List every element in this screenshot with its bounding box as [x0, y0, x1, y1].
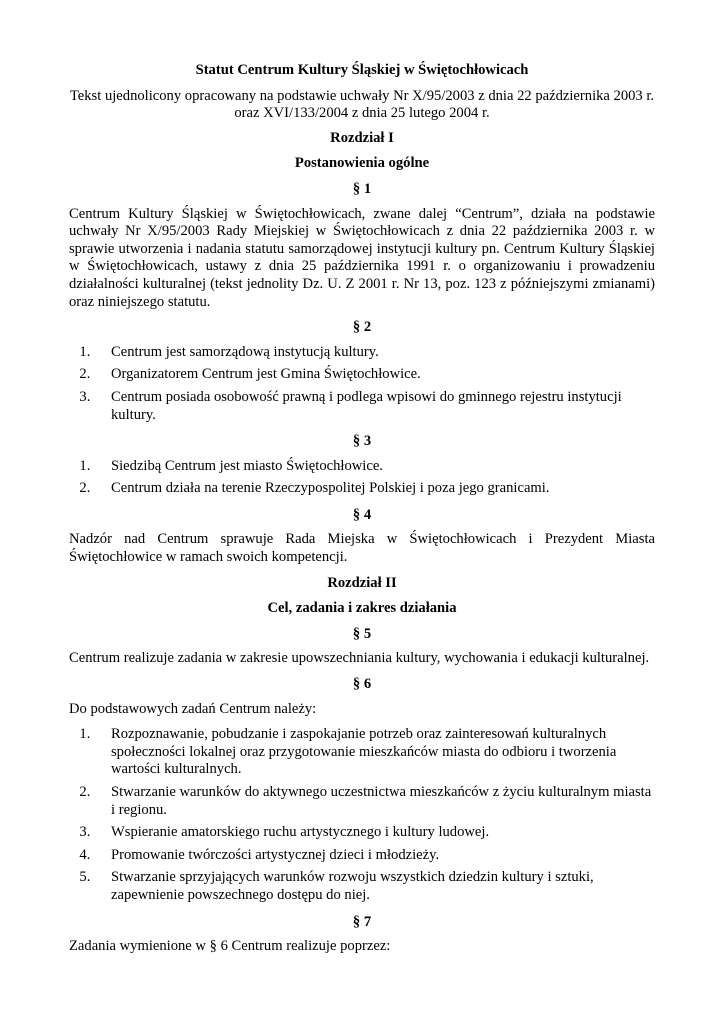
section-2-list	[69, 344, 655, 424]
section-7-heading: § 7	[352, 913, 372, 930]
list-item: 2. Stwarzanie warunków do aktywnego uczestnictwa mieszkańców z życiu kulturalnym miasta i regionu.	[94, 784, 655, 819]
list-item: 2. Centrum działa na terenie Rzeczypospolitej Polskiej i poza jego granicami.	[94, 480, 655, 498]
section-4-text: Nadzór nad Centrum sprawuje Rada Miejska w Świętochłowicach i Prezydent Miasta Świętochłowice w ramach swoich kompetencji.	[69, 531, 655, 566]
section-5-heading: § 5	[352, 625, 372, 642]
section-6-list	[69, 726, 655, 904]
section-1-heading: § 1	[352, 180, 372, 197]
list-item: 2. Organizatorem Centrum jest Gmina Świętochłowice.	[94, 366, 655, 384]
section-7-text: Zadania wymienione w § 6 Centrum realizuje poprzez:	[69, 938, 391, 955]
chapter-2-title: Cel, zadania i zakres działania	[267, 600, 457, 617]
section-3-list	[69, 458, 655, 498]
list-item: 3. Centrum posiada osobowość prawną i podlega wpisowi do gminnego rejestru instytucji kultury.	[94, 389, 655, 424]
section-6-heading: § 6	[352, 676, 372, 693]
chapter-1-heading: Rozdział I	[330, 129, 394, 146]
section-6-intro: Do podstawowych zadań Centrum należy:	[69, 700, 317, 717]
chapter-1-title: Postanowienia ogólne	[294, 155, 430, 172]
list-item: 5. Stwarzanie sprzyjających warunków rozwoju wszystkich dziedzin kultury i sztuki, zapewnienie powszechnego dostępu do niej.	[94, 869, 655, 904]
document-subtitle: Tekst ujednolicony opracowany na podstawie uchwały Nr X/95/2003 z dnia 22 października 2003 r. oraz XVI/133/2004 z dnia 25 lutego 2004 r.	[69, 87, 655, 122]
section-1-text: Centrum Kultury Śląskiej w Świętochłowicach, zwane dalej “Centrum”, działa na podstawie uchwały Nr X/95/2003 Rady Miejskiej w Świętochłowicach z dnia 22 października 2003 r. w sprawie utworzenia i nadania statutu samorządowej instytucji kultury pn. Centrum Kultury Śląskiej w Świętochłowicach, ustawy z dnia 25 października 1991 r. o organizowaniu i prowadzeniu działalności kulturalnej (tekst jednolity Dz. U. Z 2001 r. Nr 13, poz. 123 z późniejszymi zmianami) oraz niniejszego statutu.	[69, 205, 655, 310]
section-2-heading: § 2	[352, 319, 372, 336]
document-title: Statut Centrum Kultury Śląskiej w Świętochłowicach	[195, 62, 529, 78]
document-page	[69, 62, 655, 964]
list-item: 1. Siedzibą Centrum jest miasto Świętochłowice.	[94, 458, 655, 476]
section-4-heading: § 4	[352, 506, 372, 523]
chapter-2-heading: Rozdział II	[327, 574, 397, 591]
list-item: 3. Wspieranie amatorskiego ruchu artystycznego i kultury ludowej.	[94, 824, 655, 842]
list-item: 4. Promowanie twórczości artystycznej dzieci i młodzieży.	[94, 847, 655, 865]
section-3-heading: § 3	[352, 433, 372, 450]
list-item: 1. Rozpoznawanie, pobudzanie i zaspokajanie potrzeb oraz zainteresowań kulturalnych społeczności lokalnej oraz przygotowanie mieszkańców miasta do odbioru i tworzenia wartości kulturalnych.	[94, 726, 655, 779]
list-item: 1. Centrum jest samorządową instytucją kultury.	[94, 344, 655, 362]
section-5-text: Centrum realizuje zadania w zakresie upowszechniania kultury, wychowania i edukacji kulturalnej.	[69, 650, 650, 667]
